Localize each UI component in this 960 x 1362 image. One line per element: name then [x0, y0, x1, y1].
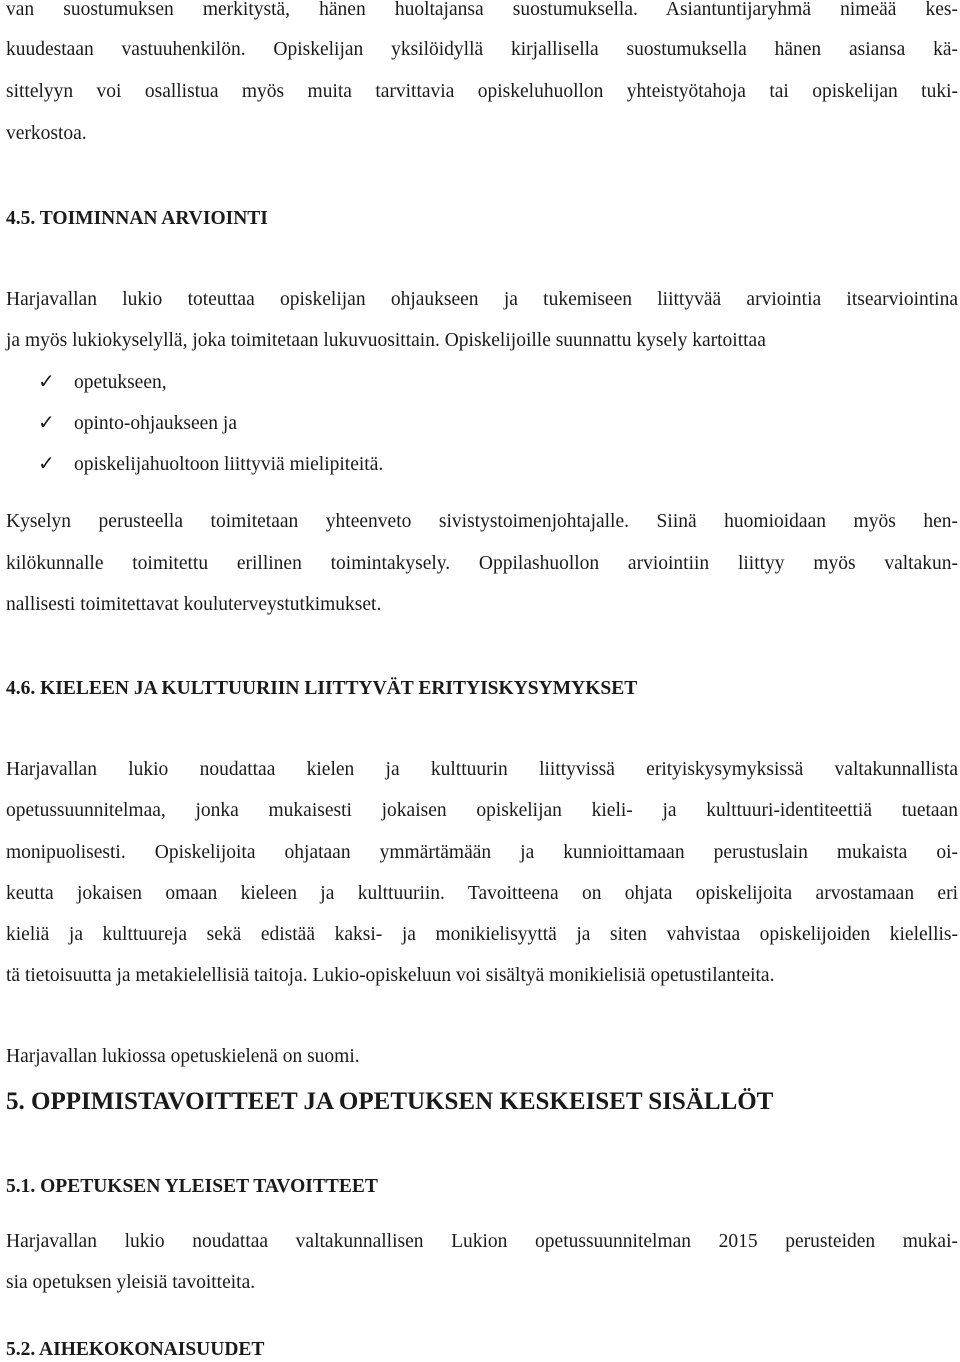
chapter-heading-5: 5. OPPIMISTAVOITTEET JA OPETUKSEN KESKEISET SISÄLLÖT	[6, 1088, 774, 1115]
list-item	[38, 411, 237, 436]
checkmark-icon: ✓	[38, 453, 55, 475]
text-line: verkostoa.	[6, 123, 87, 144]
checkmark-icon: ✓	[38, 371, 55, 393]
text-line: van suostumuksen merkitystä, hänen huoltajansa suostumuksella. Asiantuntijaryhmä nimeää kes-	[6, 0, 958, 20]
section-heading-4-6: 4.6. KIELEEN JA KULTTUURIIN LIITTYVÄT ERITYISKYSYMYKSET	[6, 678, 638, 699]
list-item-label: opiskelijahuoltoon liittyviä mielipiteitä.	[74, 454, 384, 475]
text-line: Harjavallan lukio noudattaa kielen ja kulttuurin liittyvissä erityiskysymyksissä valtakunnallista	[6, 759, 958, 780]
text-line: tä tietoisuutta ja metakielellisiä taitoja. Lukio-opiskeluun voi sisältyä monikielisiä opetustilanteita.	[6, 965, 775, 986]
text-line: kilökunnalle toimitettu erillinen toimintakysely. Oppilashuollon arviointiin liittyy myös valtakun-	[6, 553, 958, 574]
text-line: sittelyyn voi osallistua myös muita tarvittavia opiskeluhuollon yhteistyötahoja tai opiskelijan tuki-	[6, 81, 958, 102]
text-line: opetussuunnitelmaa, jonka mukaisesti jokaisen opiskelijan kieli- ja kulttuuri-identiteettiä tuetaan	[6, 800, 958, 821]
text-line: nallisesti toimitettavat kouluterveystutkimukset.	[6, 594, 382, 615]
section-heading-5-2: 5.2. AIHEKOKONAISUUDET	[6, 1339, 265, 1360]
text-line: kuudestaan vastuuhenkilön. Opiskelijan yksilöidyllä kirjallisella suostumuksella hänen asiansa kä-	[6, 39, 958, 60]
checkmark-icon: ✓	[38, 412, 55, 434]
text-line: keutta jokaisen omaan kieleen ja kulttuuriin. Tavoitteena on ohjata opiskelijoita arvostamaan eri	[6, 883, 958, 904]
section-heading-5-1: 5.1. OPETUKSEN YLEISET TAVOITTEET	[6, 1176, 378, 1197]
text-line: kieliä ja kulttuureja sekä edistää kaksi- ja monikielisyyttä ja siten vahvistaa opiskelijoiden kielellis-	[6, 924, 958, 945]
list-item-label: opinto-ohjaukseen ja	[74, 413, 237, 434]
text-line: ja myös lukiokyselyllä, joka toimitetaan lukuvuosittain. Opiskelijoille suunnattu kysely kartoittaa	[6, 330, 766, 351]
text-line: Harjavallan lukio noudattaa valtakunnallisen Lukion opetussuunnitelman 2015 perusteiden mukai-	[6, 1231, 958, 1252]
paragraph-language: Harjavallan lukiossa opetuskielenä on suomi.	[6, 1046, 360, 1067]
text-line: sia opetuksen yleisiä tavoitteita.	[6, 1272, 256, 1293]
text-line: Harjavallan lukio toteuttaa opiskelijan ohjaukseen ja tukemiseen liittyvää arviointia itsearviointina	[6, 289, 958, 310]
section-heading-4-5: 4.5. TOIMINNAN ARVIOINTI	[6, 208, 268, 229]
list-item	[38, 370, 167, 395]
list-item	[38, 452, 383, 477]
list-item-label: opetukseen,	[74, 372, 167, 393]
text-line: monipuolisesti. Opiskelijoita ohjataan ymmärtämään ja kunnioittamaan perustuslain mukaista oi-	[6, 842, 958, 863]
text-line: Kyselyn perusteella toimitetaan yhteenveto sivistystoimenjohtajalle. Siinä huomioidaan myös hen-	[6, 511, 958, 532]
